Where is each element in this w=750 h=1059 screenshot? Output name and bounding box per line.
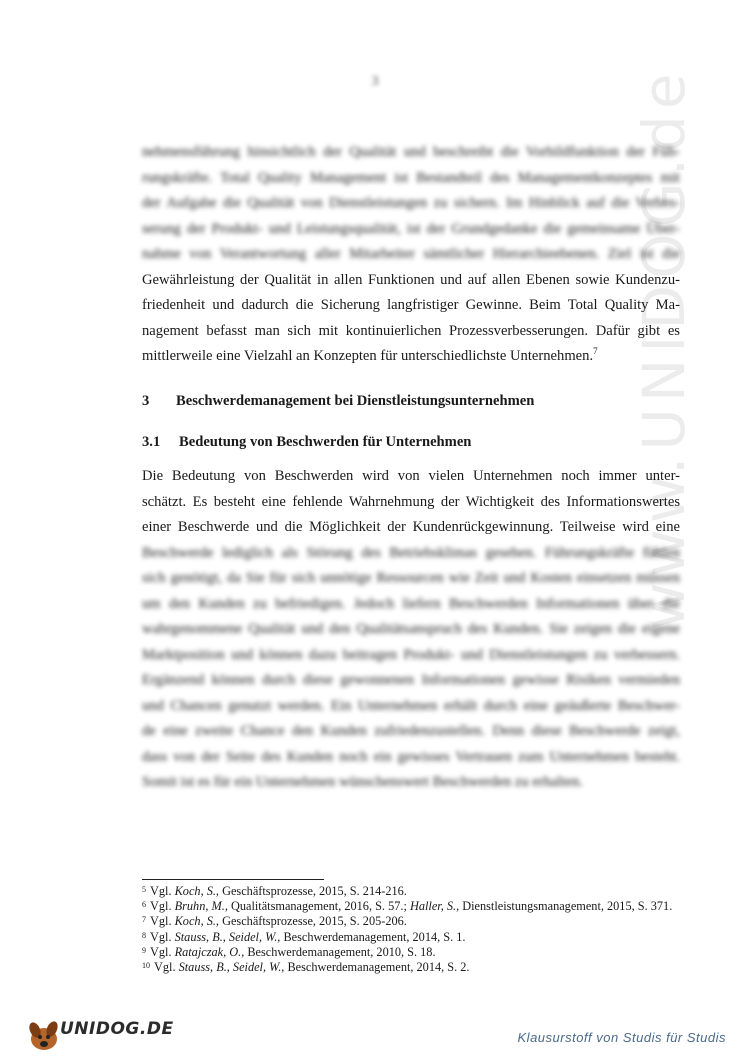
text-line: serung der Produkt- und Leistungsqualität, ist der Grundgedanke die gemeinsame Über- [142, 220, 680, 237]
text-line: Marktposition und können dazu beitragen Produkt- und Dienstleistungen zu verbessern. [142, 646, 680, 663]
subsection-title: Bedeutung von Beschwerden für Unternehmen [179, 434, 472, 450]
footnote [142, 960, 680, 975]
text-line: nehmensführung hinsichtlich der Qualität und beschreibt die Vorbildfunktion der Füh- [142, 144, 680, 160]
section-title: Beschwerdemanagement bei Dienstleistungsunternehmen [176, 393, 535, 409]
footnote-author: Koch, S., [174, 884, 220, 898]
footnote-source: Qualitätsmanagement, 2016, S. 57.; [227, 899, 410, 914]
subsection-heading [142, 434, 471, 451]
footnote-separator [142, 879, 324, 880]
text-line: schätzt. Es besteht eine fehlende Wahrnehmung der Wichtigkeit des Informationswertes [142, 493, 680, 510]
footnote-text [150, 930, 680, 945]
page-number: 3 [371, 74, 379, 89]
text-line: wahrgenommene Qualität und den Qualitätsanspruch des Kunden. Sie zeigen die eigene [142, 621, 680, 637]
footnote [142, 899, 680, 914]
footnote [142, 945, 680, 960]
text-line: der Aufgabe die Qualität von Dienstleistungen zu sichern. Im Hinblick auf die Verbes- [142, 195, 680, 211]
footnote-prefix: Vgl. [150, 884, 175, 898]
footnote-source: Geschäftsprozesse, 2015, S. 205-206. [219, 914, 407, 929]
text-line: und Chancen genutzt werden. Ein Unternehmen erhält durch eine geäußerte Beschwer- [142, 697, 680, 714]
footnote-prefix: Vgl. [150, 914, 175, 929]
footnote-source: Geschäftsprozesse, 2015, S. 214-216. [219, 884, 407, 898]
watermark: www.UNIDOG.de [630, 67, 698, 630]
footnote-text [150, 914, 680, 929]
footnote-author: Stauss, B., Seidel, W., [178, 960, 285, 975]
footnote-text [150, 884, 680, 899]
main-paragraph [142, 464, 680, 796]
footnote [142, 914, 680, 929]
footnote-author: Bruhn, M., [174, 899, 228, 914]
intro-paragraph [142, 140, 680, 370]
footnote-author: Ratajczak, O., [174, 944, 245, 959]
text-line: um den Kunden zu befriedigen. Jedoch liefern Beschwerden Informationen über die [142, 595, 680, 612]
text-line: nahme von Verantwortung aller Mitarbeiter sämtlicher Hierarchieebenen. Ziel ist die [142, 246, 680, 262]
footnote-mark: 7 [142, 915, 146, 925]
footnote-prefix: Vgl. [154, 960, 179, 975]
section-number: 3 [142, 393, 150, 409]
text-line-content: mittlerweile eine Vielzahl an Konzepten für unterschiedlichste Unternehmen. [142, 348, 594, 364]
main-blurred-text [142, 541, 680, 796]
footnote-mark: 8 [142, 930, 146, 940]
footnote-source: Beschwerdemanagement, 2014, S. 2. [284, 960, 470, 975]
logo-text: UNIDOG.DE [60, 1019, 174, 1039]
footnote-text [150, 899, 680, 914]
footnote-author: Haller, S., [409, 899, 460, 914]
text-line [142, 344, 680, 370]
subsection-number: 3.1 [142, 434, 161, 450]
text-line: Somit ist es für ein Unternehmen wünschenswert Beschwerden zu erhalten. [142, 774, 583, 790]
footnote-source: Beschwerdemanagement, 2014, S. 1. [280, 929, 466, 944]
footnote-prefix: Vgl. [150, 929, 175, 944]
text-line: friedenheit und dadurch die Sicherung langfristiger Gewinne. Beim Total Quality Ma- [142, 297, 680, 313]
footnote-author: Stauss, B., Seidel, W., [174, 929, 281, 944]
footnote-text [150, 945, 680, 960]
footnote-ref: 7 [593, 346, 598, 357]
text-line: Die Bedeutung von Beschwerden wird von vielen Unternehmen noch immer unter- [142, 468, 680, 484]
text-line: einer Beschwerde und die Möglichkeit der Kundenrückgewinnung. Teilweise wird eine [142, 519, 680, 535]
footnote-source: Beschwerdemanagement, 2010, S. 18. [244, 944, 436, 959]
footnote-author: Koch, S., [174, 914, 220, 929]
footnote-mark: 9 [142, 945, 146, 955]
footnote-prefix: Vgl. [150, 899, 175, 914]
dog-icon [27, 1020, 60, 1050]
text-line: Gewährleistung der Qualität in allen Funktionen und auf allen Ebenen sowie Kundenzu- [142, 271, 680, 288]
text-line: Ergänzend können durch diese gewonnenen Informationen gewisse Risiken vermieden [142, 672, 680, 688]
text-line: Beschwerde lediglich als Störung des Betriebsklimas gesehen. Führungskräfte fühlen [142, 544, 680, 561]
section-heading [142, 393, 534, 410]
footnote [142, 930, 680, 945]
footnote-text [154, 960, 680, 975]
footnote-mark: 5 [142, 885, 146, 894]
intro-blurred-text [142, 140, 680, 268]
text-line: rungskräfte. Total Quality Management ist Bestandteil des Managementkonzeptes mit [142, 169, 680, 186]
text-line: dass von der Seite des Kunden noch ein gewisses Vertrauen zum Unternehmen besteht. [142, 748, 680, 765]
footnote-source: Dienstleistungsmanagement, 2015, S. 371. [459, 899, 673, 914]
footnotes [142, 884, 680, 975]
tagline: Klausurstoff von Studis für Studis [517, 1030, 726, 1045]
footnote-mark: 6 [142, 900, 146, 910]
text-line: de eine zweite Chance den Kunden zufriedenzustellen. Denn diese Beschwerde zeigt, [142, 723, 680, 739]
footnote-mark: 10 [142, 961, 150, 971]
text-line: sich genötigt, da Sie für sich unnötige Ressourcen wie Zeit und Kosten einsetzen müssen [142, 570, 680, 586]
text-line: nagement befasst man sich mit kontinuierlichen Prozessverbesserungen. Dafür gibt es [142, 322, 680, 339]
footnote-prefix: Vgl. [150, 944, 175, 959]
footnote [142, 884, 680, 899]
